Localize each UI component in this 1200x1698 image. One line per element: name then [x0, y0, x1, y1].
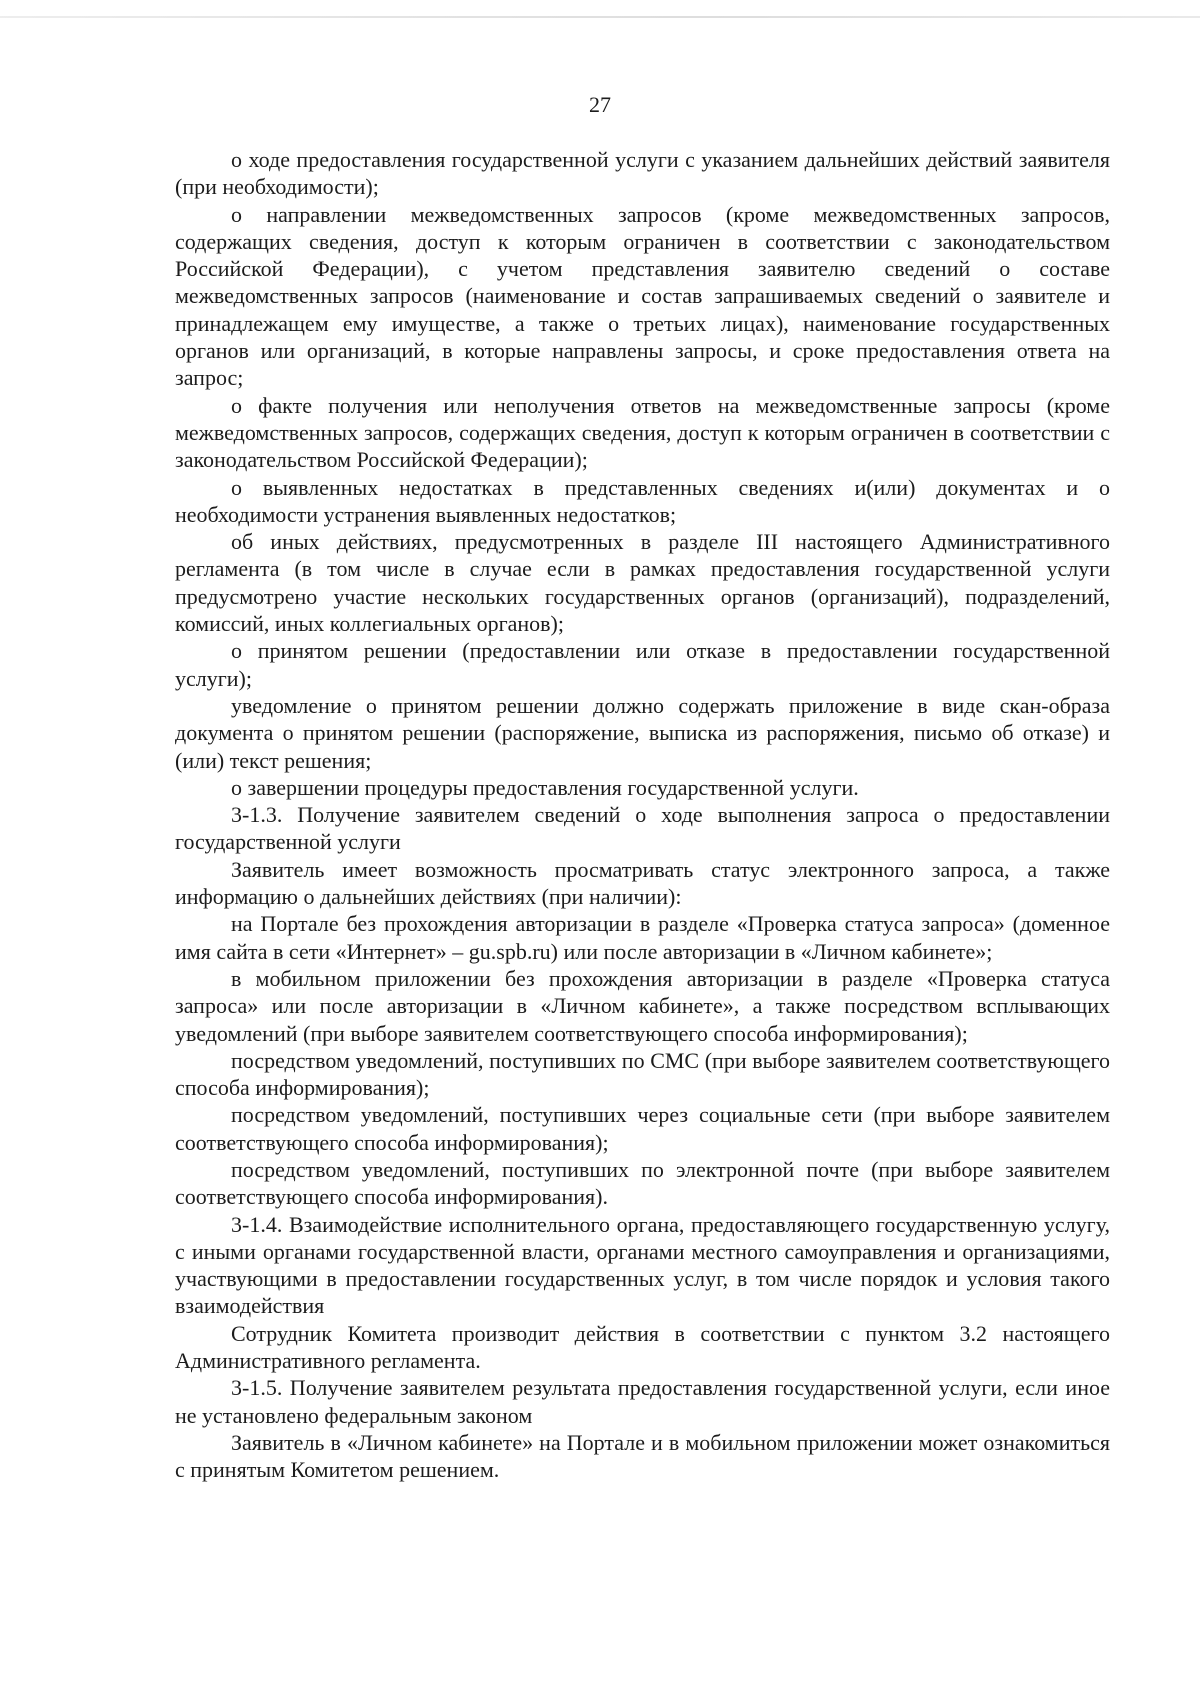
paragraph-5: об иных действиях, предусмотренных в разделе III настоящего Административного регламента (в том числе в случае если в рамках предоставления государственной услуги предусмотрено участие нескольких государственных органов (организаций), подразделений, комиссий, иных коллегиальных органов);	[175, 529, 1110, 637]
paragraph-3: о факте получения или неполучения ответов на межведомственные запросы (кроме межведомственных запросов, содержащих сведения, доступ к которым ограничен в соответствии с законодательством Российской Федерации);	[175, 392, 1110, 473]
paragraph-4: о выявленных недостатках в представленных сведениях и(или) документах и о необходимости устранения выявленных недостатков;	[175, 474, 1110, 527]
scan-edge-artifact	[0, 16, 1200, 18]
section-heading-3-1-3: 3-1.3. Получение заявителем сведений о ходе выполнения запроса о предоставлении государственной услуги	[175, 802, 1110, 855]
paragraph-11: на Портале без прохождения авторизации в разделе «Проверка статуса запроса» (доменное имя сайта в сети «Интернет» – gu.spb.ru) или после авторизации в «Личном кабинете»;	[175, 911, 1110, 964]
paragraph-14: посредством уведомлений, поступивших через социальные сети (при выборе заявителем соответствующего способа информирования);	[175, 1102, 1110, 1155]
paragraph-1: о ходе предоставления государственной услуги с указанием дальнейших действий заявителя (при необходимости);	[175, 147, 1110, 200]
paragraph-2: о направлении межведомственных запросов (кроме межведомственных запросов, содержащих сведения, доступ к которым ограничен в соответствии с законодательством Российской Федерации), с учетом представления заявителю сведений о составе межведомственных запросов (наименование и состав запрашиваемых сведений о заявителе и принадлежащем ему имуществе, а также о третьих лицах), наименование государственных органов или организаций, в которые направлены запросы, и сроке предоставления ответа на запрос;	[175, 201, 1110, 391]
paragraph-12: в мобильном приложении без прохождения авторизации в разделе «Проверка статуса запроса» или после авторизации в «Личном кабинете», а также посредством всплывающих уведомлений (при выборе заявителем соответствующего способа информирования);	[175, 965, 1110, 1046]
page-number: 27	[589, 92, 611, 117]
section-heading-3-1-5: 3-1.5. Получение заявителем результата предоставления государственной услуги, если иное не установлено федеральным законом	[175, 1375, 1110, 1428]
document-body	[175, 146, 1110, 1484]
paragraph-19: Заявитель в «Личном кабинете» на Портале и в мобильном приложении может ознакомиться с принятым Комитетом решением.	[175, 1429, 1110, 1483]
paragraph-6: о принятом решении (предоставлении или отказе в предоставлении государственной услуги);	[175, 638, 1110, 691]
paragraph-17: Сотрудник Комитета производит действия в соответствии с пунктом 3.2 настоящего Административного регламента.	[175, 1320, 1110, 1374]
paragraph-8: о завершении процедуры предоставления государственной услуги.	[231, 774, 859, 800]
paragraph-15: посредством уведомлений, поступивших по электронной почте (при выборе заявителем соответствующего способа информирования).	[175, 1156, 1110, 1210]
section-heading-3-1-4: 3-1.4. Взаимодействие исполнительного органа, предоставляющего государственную услугу, с иными органами государственной власти, органами местного самоуправления и организациями, участвующими в предоставлении государственных услуг, в том числе порядок и условия такого взаимодействия	[175, 1211, 1110, 1319]
paragraph-10: Заявитель имеет возможность просматривать статус электронного запроса, а также информацию о дальнейших действиях (при наличии):	[175, 856, 1110, 910]
paragraph-13: посредством уведомлений, поступивших по СМС (при выборе заявителем соответствующего способа информирования);	[175, 1047, 1110, 1101]
paragraph-7: уведомление о принятом решении должно содержать приложение в виде скан-образа документа о принятом решении (распоряжение, выписка из распоряжения, письмо об отказе) и (или) текст решения;	[175, 692, 1110, 773]
